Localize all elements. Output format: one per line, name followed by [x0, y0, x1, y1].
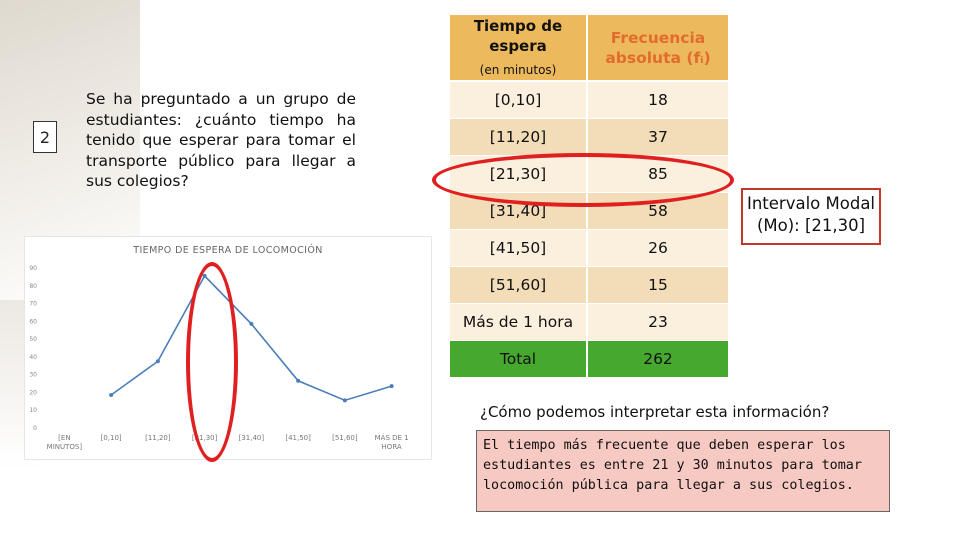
y-tick-label: 60 — [29, 318, 37, 326]
modal-line1: Intervalo Modal — [746, 194, 876, 213]
table-row — [450, 304, 728, 340]
frequency-cell: 85 — [588, 156, 728, 192]
interval-cell: [0,10] — [450, 82, 586, 118]
y-tick-label: 0 — [33, 425, 37, 432]
table-row — [450, 119, 728, 155]
interval-cell: [41,50] — [450, 230, 586, 266]
y-tick-label: 10 — [29, 407, 37, 415]
data-point — [249, 322, 253, 326]
table-header — [450, 15, 728, 80]
frequency-cell: 18 — [588, 82, 728, 118]
y-tick-label: 40 — [29, 353, 37, 361]
interval-cell: [21,30] — [450, 156, 586, 192]
table-row — [450, 230, 728, 266]
interval-cell: [11,20] — [450, 119, 586, 155]
x-tick-label: [31,40] — [238, 434, 265, 442]
data-point — [390, 384, 394, 388]
slide-number: 2 — [33, 121, 57, 153]
table-body — [450, 82, 728, 340]
series-line — [111, 276, 392, 400]
interval-cell: [51,60] — [450, 267, 586, 303]
frequency-cell: 26 — [588, 230, 728, 266]
frequency-cell: 58 — [588, 193, 728, 229]
highlight-ellipse-table — [432, 153, 734, 207]
y-tick-label: 20 — [29, 389, 37, 397]
x-tick-label: [51,60] — [332, 434, 358, 442]
header-time-sub: (en minutos) — [479, 62, 557, 77]
table-row — [450, 82, 728, 118]
interpretation-answer: El tiempo más frecuente que deben esperar los estudiantes es entre 21 y 30 minutos para tomar locomoción pública para llegar a sus colegios. — [476, 430, 890, 512]
header-frequency — [588, 15, 728, 80]
modal-interval-box — [741, 188, 881, 245]
chart-title: TIEMPO DE ESPERA DE LOCOMOCIÓN — [133, 245, 323, 256]
data-point — [296, 379, 300, 383]
x-tick-label: MÁS DE 1 — [374, 434, 409, 442]
x-tick-label: [21,30] — [191, 434, 218, 442]
y-tick-label: 80 — [29, 282, 37, 290]
y-tick-label: 30 — [29, 371, 37, 379]
x-tick-label: MINUTOS] — [46, 443, 83, 451]
header-frequency-label: Frecuencia absoluta (fᵢ) — [605, 28, 711, 67]
x-tick-label: [0,10] — [100, 434, 122, 442]
table-row — [450, 267, 728, 303]
data-point — [109, 393, 113, 397]
total-label: Total — [450, 341, 586, 377]
question-text: Se ha preguntado a un grupo de estudiantes: ¿cuánto tiempo ha tenido que esperar para tomar el transporte público para llegar a sus colegios? — [86, 90, 356, 190]
interpretation-question: ¿Cómo podemos interpretar esta información? — [480, 403, 830, 421]
y-tick-label: 90 — [29, 265, 37, 272]
modal-line2: (Mo): [21,30] — [756, 216, 866, 235]
frequency-cell: 23 — [588, 304, 728, 340]
table-total-row — [450, 341, 728, 377]
data-point — [343, 398, 347, 402]
header-time-label: Tiempo de espera — [473, 16, 563, 55]
frequency-cell: 37 — [588, 119, 728, 155]
interval-cell: Más de 1 hora — [450, 304, 586, 340]
frequency-cell: 15 — [588, 267, 728, 303]
total-value: 262 — [588, 341, 728, 377]
x-tick-label: [41,50] — [285, 434, 311, 442]
x-tick-label: HORA — [381, 443, 402, 451]
y-tick-label: 70 — [29, 300, 37, 308]
header-time — [450, 15, 586, 80]
interval-cell: [31,40] — [450, 193, 586, 229]
highlight-ellipse-chart — [186, 262, 238, 462]
x-tick-label: [EN — [58, 434, 71, 442]
y-tick-label: 50 — [29, 336, 37, 344]
data-point — [156, 359, 160, 363]
x-tick-label: [11,20] — [145, 434, 171, 442]
